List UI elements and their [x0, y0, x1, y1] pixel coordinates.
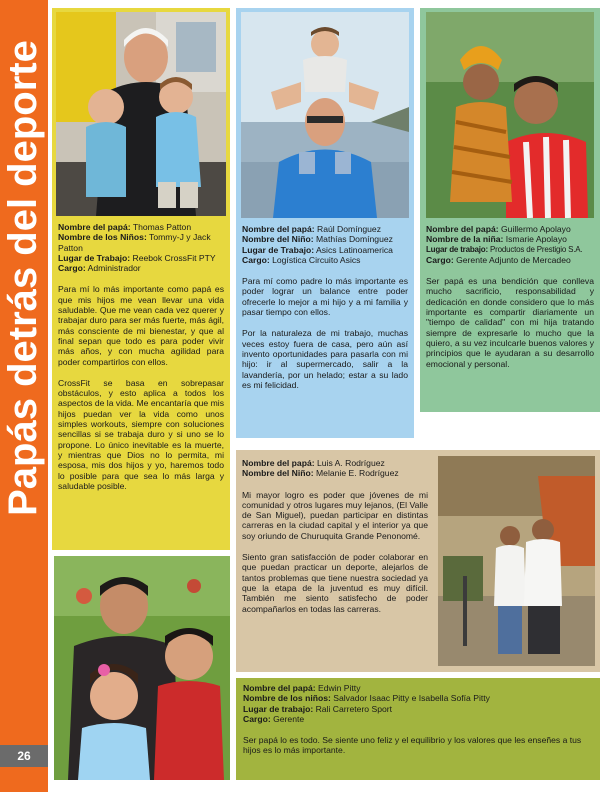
rodriguez-paragraph-1: Mi mayor logro es poder que jóvenes de mi comunidad y otros lugares muy lejanos, (El Valle de San Miguel), puedan participar en distintas carreras en la ciudad capital y el interior ya que soy oriundo de Churuquita Grande Penonomé. — [242, 489, 428, 541]
apolayo-family-photo — [426, 12, 594, 218]
field-value: Productos de Prestigio S.A. — [489, 244, 583, 254]
pitty-role-row — [243, 714, 593, 724]
page-number: 26 — [17, 749, 31, 763]
patton-profile — [52, 220, 230, 550]
field-label: Cargo: — [243, 713, 271, 724]
pitty-profile — [236, 681, 600, 780]
field-value: Asics Latinoamerica — [316, 244, 393, 255]
field-label: Nombre de la niña: — [426, 234, 504, 245]
pitty-work-row — [243, 704, 593, 714]
page-title: Papás detrás del deporte — [1, 40, 45, 516]
dominguez-paragraph-2: Por la naturaleza de mi trabajo, muchas veces estoy fuera de casa, pero aún así invento oportunidades para pasarla con mi hijo: ir al supermercado, salir a la lavandería, por un helado; estar a su lado es mi felicidad. — [242, 328, 408, 390]
field-label: Nombre del papá: — [242, 224, 315, 234]
field-label: Nombre del papá: — [243, 683, 316, 693]
field-label: Nombre de los Niños: — [58, 232, 147, 243]
dominguez-father-row — [242, 224, 408, 234]
dominguez-role-row — [242, 255, 408, 265]
field-value: Administrador — [87, 263, 141, 274]
pitty-paragraph-1: Ser papá lo es todo. Se siente uno feliz y el equilibrio y los valores que les enseñes a tus hijos es lo más importante. — [243, 735, 582, 756]
dominguez-family-photo — [241, 12, 409, 218]
patton-paragraph-1: Para mí lo más importante como papá es que mis hijos me vean llevar una vida saludable. Que me vean cada vez querer y trabajar duro para ser más fuerte, más ágil, más consciente de mi bienestar, y que al final sepan que todo es para poder vivir más años, y con mucha agilidad para poder compartirlos con ellos. — [58, 284, 224, 367]
patton-children-row — [58, 232, 224, 253]
field-label: Lugar de trabajo: — [243, 703, 314, 714]
apolayo-child-row — [426, 234, 594, 244]
field-value: Raúl Domínguez — [316, 224, 381, 234]
field-label: Lugar de trabajo: — [426, 244, 488, 254]
patton-paragraph-2: CrossFit se basa en sobrepasar obstáculos, y esto aplica a todos los aspectos de la vida. Me encantaría que mis hijos puedan ver la vida como unos simples workouts, siempre con soluciones sencillas si se trabaja duro y si uno se lo propone. Lo único inevitable es la muerte, y mientras que Dios no lo permita, mi esposa, mis dos hijos y yo, haremos todo lo posible para que sea lo más larga y saludable posible. — [58, 377, 224, 491]
dominguez-profile — [236, 222, 414, 438]
pitty-father-row — [243, 683, 593, 693]
field-label: Nombre del papá: — [58, 222, 131, 232]
field-label: Cargo: — [58, 263, 86, 274]
dominguez-paragraph-1: Para mí como padre lo más importante es poder lograr un balance entre poder ofrecerle lo mejor a mi hijo y a mi familia y pasar tiempo con ellos. — [242, 276, 408, 318]
patton-work-row — [58, 253, 224, 263]
pitty-children-row — [243, 693, 593, 703]
field-value: Luis A. Rodríguez — [316, 458, 385, 468]
apolayo-father-row — [426, 224, 594, 234]
dominguez-child-row — [242, 234, 408, 244]
dominguez-work-row — [242, 245, 408, 255]
rodriguez-paragraph-2: Siento gran satisfacción de poder colaborar en que puedan practicar un deporte, alejarlos de tantos problemas que tiene nuestra sociedad ya que la etapa de la juventud es muy difícil. También me siento satisfecho de poder acompañarlos en todas las carreras. — [242, 552, 428, 614]
rodriguez-profile — [236, 458, 434, 672]
field-value: Mathías Domínguez — [316, 234, 393, 245]
patton-role-row — [58, 263, 224, 273]
field-label: Nombre de los niños: — [243, 693, 331, 704]
field-label: Cargo: — [426, 254, 454, 265]
apolayo-role-row — [426, 255, 594, 265]
field-label: Nombre del papá: — [426, 224, 499, 234]
apolayo-profile — [420, 222, 600, 412]
field-value: Reebok CrossFit PTY — [132, 252, 216, 263]
rodriguez-father-row — [242, 458, 428, 468]
patton-family-photo — [56, 12, 226, 216]
field-label: Nombre del Niño: — [242, 234, 314, 245]
field-label: Lugar de Trabajo: — [242, 244, 315, 255]
field-value: Logística Circuito Asics — [272, 254, 361, 265]
field-value: Rali Carretero Sport — [315, 703, 393, 714]
field-label: Lugar de Trabajo: — [58, 252, 131, 263]
patton-father-row — [58, 222, 224, 232]
field-value: Edwin Pitty — [317, 683, 361, 693]
field-value: Guillermo Apolayo — [500, 224, 571, 234]
field-value: Thomas Patton — [132, 222, 192, 232]
field-label: Nombre del papá: — [242, 458, 315, 468]
rodriguez-child-row — [242, 468, 428, 478]
pitty-family-photo — [54, 556, 230, 780]
field-value: Gerente — [273, 713, 305, 724]
apolayo-paragraph-1: Ser papá es una bendición que conlleva mucho sacrificio, responsabilidad y dedicación en donde considero que lo más importante es compartir diariamente un "tiempo de calidad" con mi hija tratando siempre de expresarle lo mucho que la quiero, a su vez inculcarle buenos valores y principios que le ayudaran a su desarrollo emocional y personal. — [426, 276, 594, 369]
field-value: Gerente Adjunto de Mercadeo — [456, 254, 571, 265]
field-value: Ismarie Apolayo — [505, 234, 567, 245]
field-value: Tommy-J y Jack Patton — [58, 232, 211, 253]
field-label: Nombre del Niño: — [242, 468, 314, 479]
rodriguez-family-photo — [438, 456, 595, 666]
field-value: Salvador Isaac Pitty e Isabella Sofía Pitty — [333, 693, 490, 704]
field-value: Melanie E. Rodríguez — [316, 468, 399, 479]
apolayo-work-row — [426, 245, 594, 255]
field-label: Cargo: — [242, 254, 270, 265]
